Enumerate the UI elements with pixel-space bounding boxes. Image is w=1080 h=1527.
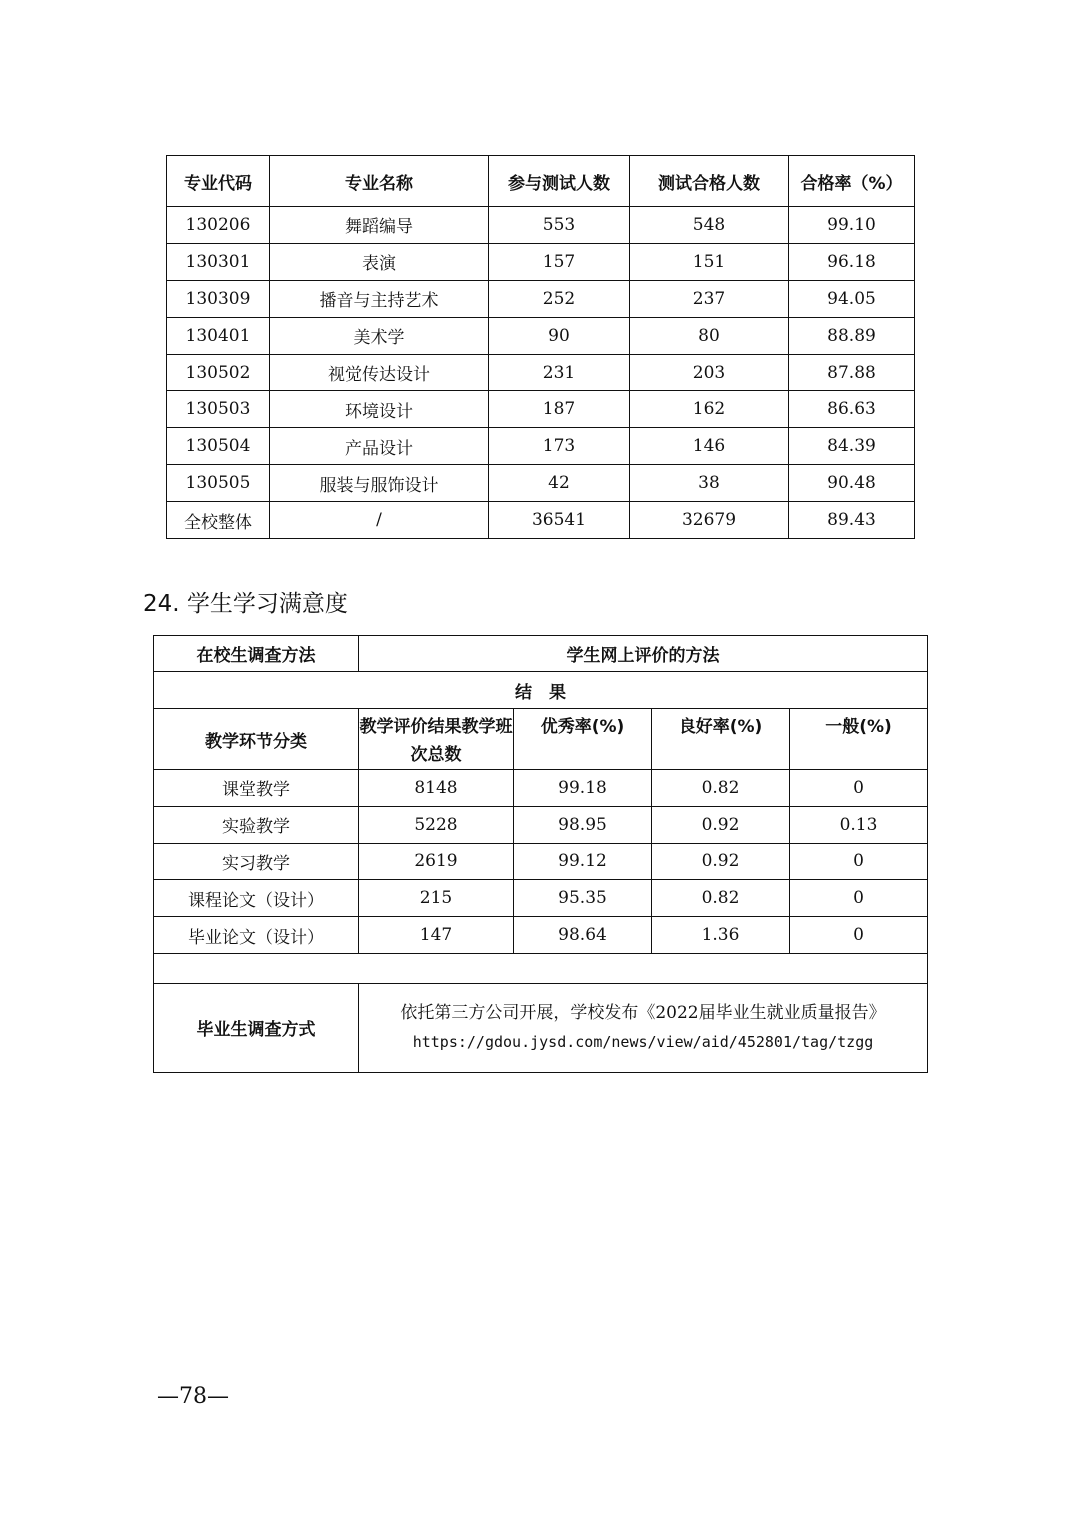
table-row xyxy=(154,917,928,954)
table-cell: 252 xyxy=(489,280,630,317)
graduate-survey-row xyxy=(154,983,928,1072)
table-cell: 0 xyxy=(790,843,928,880)
table-cell: 130309 xyxy=(167,280,270,317)
table-cell: 视觉传达设计 xyxy=(270,354,489,391)
table-cell: 实验教学 xyxy=(154,806,359,843)
table-cell: 173 xyxy=(489,428,630,465)
table-cell: 99.18 xyxy=(514,770,652,807)
table-cell: 38 xyxy=(630,465,789,502)
table-cell: 88.89 xyxy=(789,317,915,354)
header-passed: 测试合格人数 xyxy=(630,156,789,207)
table-cell: 151 xyxy=(630,243,789,280)
table-cell: 157 xyxy=(489,243,630,280)
table-cell: 553 xyxy=(489,207,630,244)
table-row xyxy=(154,806,928,843)
table-row xyxy=(167,207,915,244)
table-cell: 95.35 xyxy=(514,880,652,917)
table-header-row xyxy=(167,156,915,207)
table-cell: 231 xyxy=(489,354,630,391)
table-cell: 90.48 xyxy=(789,465,915,502)
table-row xyxy=(167,317,915,354)
header-pass-rate: 合格率（%） xyxy=(789,156,915,207)
table-cell: 87.88 xyxy=(789,354,915,391)
table-cell: 130502 xyxy=(167,354,270,391)
page-number: —78— xyxy=(157,1384,229,1409)
table-cell: 环境设计 xyxy=(270,391,489,428)
table-cell: 32679 xyxy=(630,502,789,539)
table-cell: 99.10 xyxy=(789,207,915,244)
table-cell: 98.95 xyxy=(514,806,652,843)
table-cell: 36541 xyxy=(489,502,630,539)
graduate-survey-text: 依托第三方公司开展，学校发布《2022届毕业生就业质量报告》 xyxy=(400,1002,886,1023)
survey-method-row xyxy=(154,636,928,672)
table-cell: 0 xyxy=(790,770,928,807)
table-cell: 5228 xyxy=(359,806,514,843)
table-row xyxy=(167,391,915,428)
table-cell: 0.92 xyxy=(652,806,790,843)
satisfaction-table xyxy=(153,635,928,1073)
graduate-survey-label: 毕业生调查方式 xyxy=(154,983,359,1072)
table-cell: 课程论文（设计） xyxy=(154,880,359,917)
result-row xyxy=(154,672,928,709)
table-cell: 130504 xyxy=(167,428,270,465)
table-cell: 0 xyxy=(790,880,928,917)
header-good-rate: 良好率(%) xyxy=(652,709,790,770)
table-cell: 毕业论文（设计） xyxy=(154,917,359,954)
table-cell: 80 xyxy=(630,317,789,354)
table-cell: 84.39 xyxy=(789,428,915,465)
table-header-row xyxy=(154,709,928,770)
table-row xyxy=(167,354,915,391)
header-major-code: 专业代码 xyxy=(167,156,270,207)
table-cell: 0.92 xyxy=(652,843,790,880)
table-row xyxy=(167,502,915,539)
table-row xyxy=(167,465,915,502)
report-url-link[interactable]: https://gdou.jysd.com/news/view/aid/452801/tag/tzgg xyxy=(412,1032,874,1051)
table-cell: 美术学 xyxy=(270,317,489,354)
table-cell: 0.82 xyxy=(652,770,790,807)
table-cell: 146 xyxy=(630,428,789,465)
header-average-rate: 一般(%) xyxy=(790,709,928,770)
table-cell: 98.64 xyxy=(514,917,652,954)
table-row xyxy=(167,243,915,280)
survey-method-value: 学生网上评价的方法 xyxy=(359,636,928,672)
table-cell: 0 xyxy=(790,917,928,954)
table-cell: 215 xyxy=(359,880,514,917)
table-cell: 90 xyxy=(489,317,630,354)
table-cell: 产品设计 xyxy=(270,428,489,465)
header-class-total: 教学评价结果教学班次总数 xyxy=(359,709,514,770)
table-cell: 0.13 xyxy=(790,806,928,843)
major-test-table xyxy=(166,155,915,539)
table-row xyxy=(154,770,928,807)
table-cell: 播音与主持艺术 xyxy=(270,280,489,317)
table-cell: 162 xyxy=(630,391,789,428)
result-label: 结 果 xyxy=(154,672,928,709)
header-major-name: 专业名称 xyxy=(270,156,489,207)
table-cell: 舞蹈编导 xyxy=(270,207,489,244)
table-cell: 94.05 xyxy=(789,280,915,317)
table-cell: 0.82 xyxy=(652,880,790,917)
table-cell: 99.12 xyxy=(514,843,652,880)
table-cell: 服装与服饰设计 xyxy=(270,465,489,502)
header-category: 教学环节分类 xyxy=(154,709,359,770)
graduate-survey-cell xyxy=(359,983,928,1072)
table-cell: 1.36 xyxy=(652,917,790,954)
empty-cell xyxy=(154,953,928,983)
table-cell: 89.43 xyxy=(789,502,915,539)
survey-method-label: 在校生调查方法 xyxy=(154,636,359,672)
empty-row xyxy=(154,953,928,983)
table-cell: 130206 xyxy=(167,207,270,244)
table-cell: / xyxy=(270,502,489,539)
table-cell: 96.18 xyxy=(789,243,915,280)
header-excellent-rate: 优秀率(%) xyxy=(514,709,652,770)
table-cell: 实习教学 xyxy=(154,843,359,880)
table-cell: 130401 xyxy=(167,317,270,354)
table-cell: 表演 xyxy=(270,243,489,280)
table-cell: 42 xyxy=(489,465,630,502)
table-row xyxy=(167,428,915,465)
table-cell: 130301 xyxy=(167,243,270,280)
table-cell: 130505 xyxy=(167,465,270,502)
table-cell: 130503 xyxy=(167,391,270,428)
header-participants: 参与测试人数 xyxy=(489,156,630,207)
table-cell: 203 xyxy=(630,354,789,391)
section-heading: 24. 学生学习满意度 xyxy=(143,591,348,617)
table-row xyxy=(154,843,928,880)
table-cell: 187 xyxy=(489,391,630,428)
table-cell: 548 xyxy=(630,207,789,244)
table-cell: 课堂教学 xyxy=(154,770,359,807)
table-cell: 8148 xyxy=(359,770,514,807)
table-cell: 2619 xyxy=(359,843,514,880)
table-row xyxy=(167,280,915,317)
table-row xyxy=(154,880,928,917)
table-cell: 237 xyxy=(630,280,789,317)
table-cell: 86.63 xyxy=(789,391,915,428)
table-cell: 147 xyxy=(359,917,514,954)
table-cell: 全校整体 xyxy=(167,502,270,539)
